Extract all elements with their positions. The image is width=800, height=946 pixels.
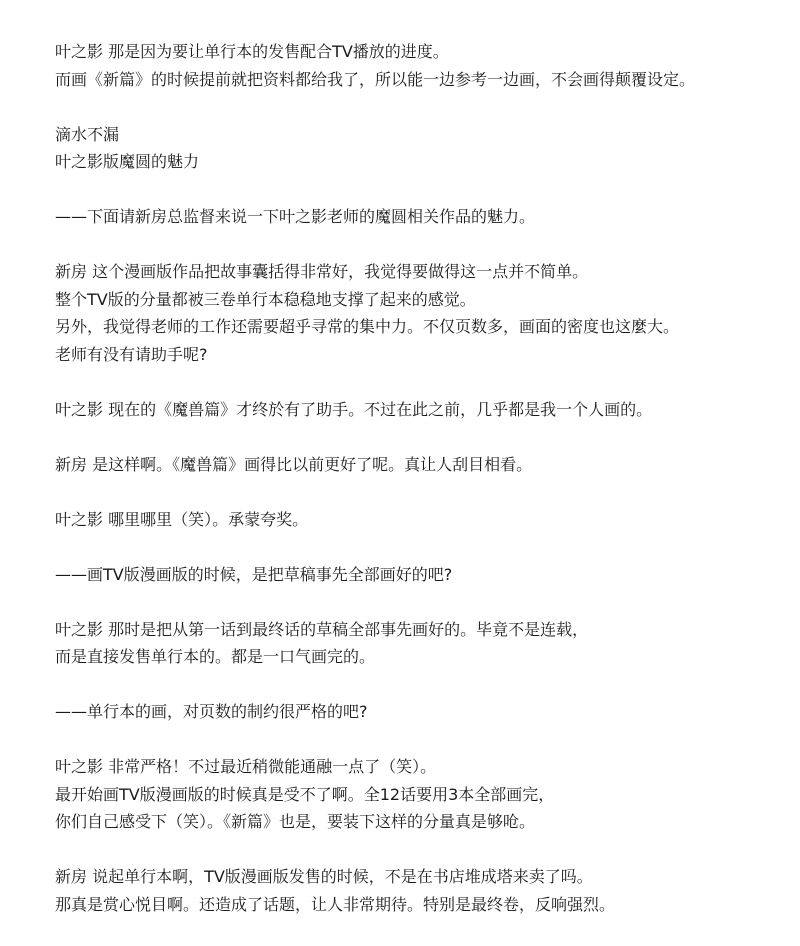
paragraph xyxy=(55,203,795,231)
text-line: 叶之影 非常严格！不过最近稍微能通融一点了（笑）。 xyxy=(55,757,437,776)
question-line: ——单行本的画，对页数的制约很严格的吧? xyxy=(55,702,368,721)
paragraph xyxy=(55,753,795,836)
text-line: 老师有没有请助手呢? xyxy=(55,344,208,364)
paragraph xyxy=(55,396,795,424)
text-line: 那真是赏心悦目啊。还造成了话题，让人非常期待。特别是最终卷，反响强烈。 xyxy=(55,894,616,914)
text-line: 叶之影 那时是把从第一话到最终话的草稿全部事先画好的。毕竟不是连载， xyxy=(55,619,589,639)
paragraph xyxy=(55,38,795,93)
interview-text xyxy=(55,38,795,946)
text-line: 另外，我觉得老师的工作还需要超乎寻常的集中力。不仅页数多，画面的密度也这麼大。 xyxy=(55,317,680,336)
heading-line: 滴水不漏 xyxy=(55,124,120,144)
text-line: 而是直接发售单行本的。都是一口气画完的。 xyxy=(55,647,376,666)
paragraph xyxy=(55,258,795,368)
text-line: 叶之影 现在的《魔兽篇》才终於有了助手。不过在此之前，几乎都是我一个人画的。 xyxy=(55,399,653,419)
text-line: 新房 是这样啊。《魔兽篇》画得比以前更好了呢。真让人刮目相看。 xyxy=(55,454,533,474)
question-line: ——画TV版漫画版的时候，是把草稿事先全部画好的吧? xyxy=(55,564,453,584)
text-line: 你们自己感受下（笑）。《新篇》也是，要装下这样的分量真是够呛。 xyxy=(55,812,536,831)
question-line: ——下面请新房总监督来说一下叶之影老师的魔圆相关作品的魅力。 xyxy=(55,207,536,226)
paragraph xyxy=(55,561,795,589)
text-line: 新房 说起单行本啊，TV版漫画版发售的时候，不是在书店堆成塔来卖了吗。 xyxy=(55,867,593,886)
text-line: 叶之影 那是因为要让单行本的发售配合TV播放的进度。 xyxy=(55,42,449,61)
paragraph xyxy=(55,451,795,479)
text-line: 新房 这个漫画版作品把故事囊括得非常好，我觉得要做得这一点并不简单。 xyxy=(55,262,589,281)
text-line: 整个TV版的分量都被三卷单行本稳稳地支撑了起来的感觉。 xyxy=(55,289,476,309)
text-line: 而画《新篇》的时候提前就把资料都给我了，所以能一边参考一边画，不会画得颠覆设定。 xyxy=(55,69,696,89)
paragraph xyxy=(55,616,795,671)
text-line: 叶之影 哪里哪里（笑）。承蒙夸奖。 xyxy=(55,509,309,529)
section-heading xyxy=(55,121,795,176)
heading-line: 叶之影版魔圆的魅力 xyxy=(55,152,200,171)
paragraph xyxy=(55,863,795,918)
paragraph xyxy=(55,506,795,534)
text-line: 最开始画TV版漫画版的时候真是受不了啊。全12话要用3本全部画完， xyxy=(55,784,555,804)
paragraph xyxy=(55,698,795,726)
